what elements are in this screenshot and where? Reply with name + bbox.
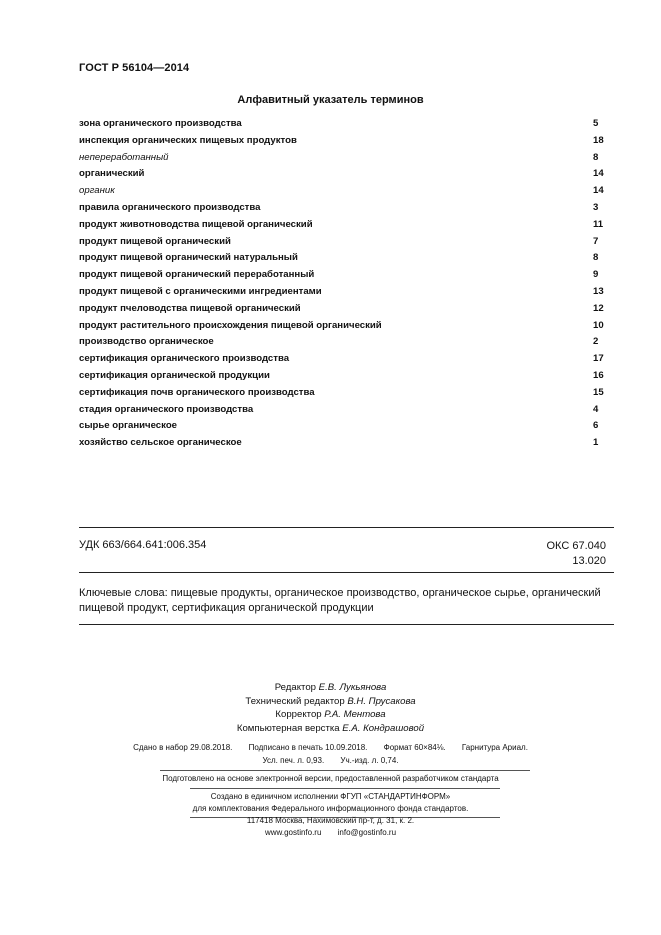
index-entry: [79, 436, 604, 453]
index-term: стадия органического производства: [79, 403, 254, 415]
index-entry: [79, 235, 604, 252]
index-term: продукт пищевой органический натуральный: [79, 252, 298, 264]
index-page-number: 2: [593, 336, 599, 348]
index-term: продукт пищевой органический: [79, 235, 231, 247]
index-page-number: 13: [593, 285, 604, 297]
index-entry: [79, 369, 604, 386]
imprint-contacts: [0, 827, 661, 840]
keywords-paragraph: Ключевые слова: пищевые продукты, органическое производство, органическое сырье, органический пищевой продукт, сертификация органической продукции: [79, 587, 601, 614]
imprint-divider-1: [160, 770, 530, 771]
index-page-number: 7: [593, 235, 599, 247]
index-term: продукт растительного происхождения пищевой органический: [79, 319, 382, 331]
index-page-number: 15: [593, 386, 604, 398]
udk-code: УДК 663/664.641:006.354: [79, 539, 207, 551]
index-entry: [79, 218, 604, 235]
index-page-number: 10: [593, 319, 604, 331]
index-term: органик: [79, 185, 115, 197]
imprint-typeface: Гарнитура Ариал.: [461, 743, 528, 752]
index-list: [79, 117, 604, 453]
index-entry: [79, 151, 604, 168]
index-term: сертификация органической продукции: [79, 369, 270, 381]
index-term: органический: [79, 168, 145, 180]
index-entry: [79, 167, 604, 184]
imprint-line-1: [0, 742, 661, 755]
oks-code-primary: ОКС 67.040: [546, 540, 606, 552]
index-page-number: 6: [593, 420, 599, 432]
divider-middle: [79, 572, 614, 573]
credit-person: В.Н. Прусакова: [347, 695, 416, 707]
credit-person: Р.А. Ментова: [324, 709, 386, 720]
imprint-line-2: [0, 755, 661, 768]
credit-role: Корректор: [275, 709, 322, 720]
oks-code-secondary: 13.020: [572, 555, 606, 567]
imprint-format: Формат 60×84⅛.: [383, 743, 446, 752]
index-entry: [79, 386, 604, 403]
index-term: продукт пчеловодства пищевой органический: [79, 302, 301, 314]
oks-codes: [547, 539, 607, 569]
index-term: сырье органическое: [79, 420, 178, 432]
index-term: сертификация почв органического производства: [79, 386, 315, 398]
credit-editor: [0, 681, 661, 695]
index-entry: [79, 117, 604, 134]
index-term: непереработанный: [79, 151, 169, 163]
imprint-purpose: для комплектования Федерального информационного фонда стандартов.: [192, 804, 469, 813]
index-entry: [79, 403, 604, 420]
divider-bottom: [79, 624, 614, 625]
credit-role: Редактор: [274, 682, 316, 693]
index-entry: [79, 134, 604, 151]
imprint-email-link[interactable]: info@gostinfo.ru: [337, 828, 397, 837]
credit-proofreader: [0, 708, 661, 722]
credit-role: Компьютерная верстка: [236, 722, 340, 734]
index-entry: [79, 335, 604, 352]
imprint-print-sheets: Усл. печ. л. 0,93.: [262, 756, 325, 765]
index-entry: [79, 302, 604, 319]
index-term: производство органическое: [79, 336, 214, 348]
index-term: правила органического производства: [79, 201, 261, 213]
divider-top: [79, 527, 614, 528]
index-term: хозяйство сельское органическое: [79, 437, 242, 449]
index-page-number: 16: [593, 369, 604, 381]
imprint-pub-sheets: Уч.-изд. л. 0,74.: [340, 756, 399, 765]
index-title: Алфавитный указатель терминов: [237, 94, 424, 106]
index-term: сертификация органического производства: [79, 353, 290, 365]
index-page-number: 3: [593, 201, 599, 213]
imprint-prepared: Подготовлено на основе электронной версии, предоставленной разработчиком стандарта: [162, 774, 499, 783]
index-page-number: 11: [593, 218, 604, 230]
index-term: продукт пищевой органический переработанный: [79, 269, 315, 281]
index-entry: [79, 201, 604, 218]
credit-tech-editor: [0, 695, 661, 709]
index-page-number: 8: [593, 151, 599, 163]
index-page-number: 17: [593, 353, 604, 365]
credit-person: Е.А. Кондрашовой: [342, 722, 425, 734]
imprint-created-by: Создано в единичном исполнении ФГУП «СТАНДАРТИНФОРМ»: [210, 792, 451, 801]
credit-role: Технический редактор: [245, 695, 345, 707]
imprint-website-link[interactable]: www.gostinfo.ru: [264, 828, 322, 837]
index-entry: [79, 352, 604, 369]
index-term: продукт животноводства пищевой органический: [79, 218, 313, 230]
index-page-number: 8: [593, 252, 599, 264]
index-entry: [79, 251, 604, 268]
credits-block: [0, 681, 661, 735]
index-entry: [79, 184, 604, 201]
index-entry: [79, 285, 604, 302]
index-page-number: 14: [593, 185, 604, 197]
imprint-divider-2: [190, 788, 500, 789]
index-term: продукт пищевой с органическими ингредиентами: [79, 285, 322, 297]
index-term: инспекция органических пищевых продуктов: [79, 134, 297, 146]
index-page-number: 5: [593, 118, 599, 129]
index-entry: [79, 419, 604, 436]
index-term: зона органического производства: [79, 118, 242, 129]
credit-person: Е.В. Лукьянова: [318, 682, 387, 693]
index-page-number: 12: [593, 302, 604, 314]
index-entry: [79, 319, 604, 336]
imprint-address: 117418 Москва, Нахимовский пр-т, д. 31, к. 2.: [246, 816, 415, 825]
index-page-number: 1: [593, 437, 599, 449]
credit-layout: [0, 722, 661, 736]
index-page-number: 9: [593, 269, 599, 281]
index-page-number: 4: [593, 403, 599, 415]
index-entry: [79, 268, 604, 285]
imprint-sent-to-set: Сдано в набор 29.08.2018.: [133, 743, 233, 752]
standard-header: ГОСТ Р 56104—2014: [79, 62, 190, 74]
imprint-signed: Подписано в печать 10.09.2018.: [248, 743, 368, 752]
index-page-number: 18: [593, 134, 604, 146]
index-page-number: 14: [593, 168, 604, 180]
